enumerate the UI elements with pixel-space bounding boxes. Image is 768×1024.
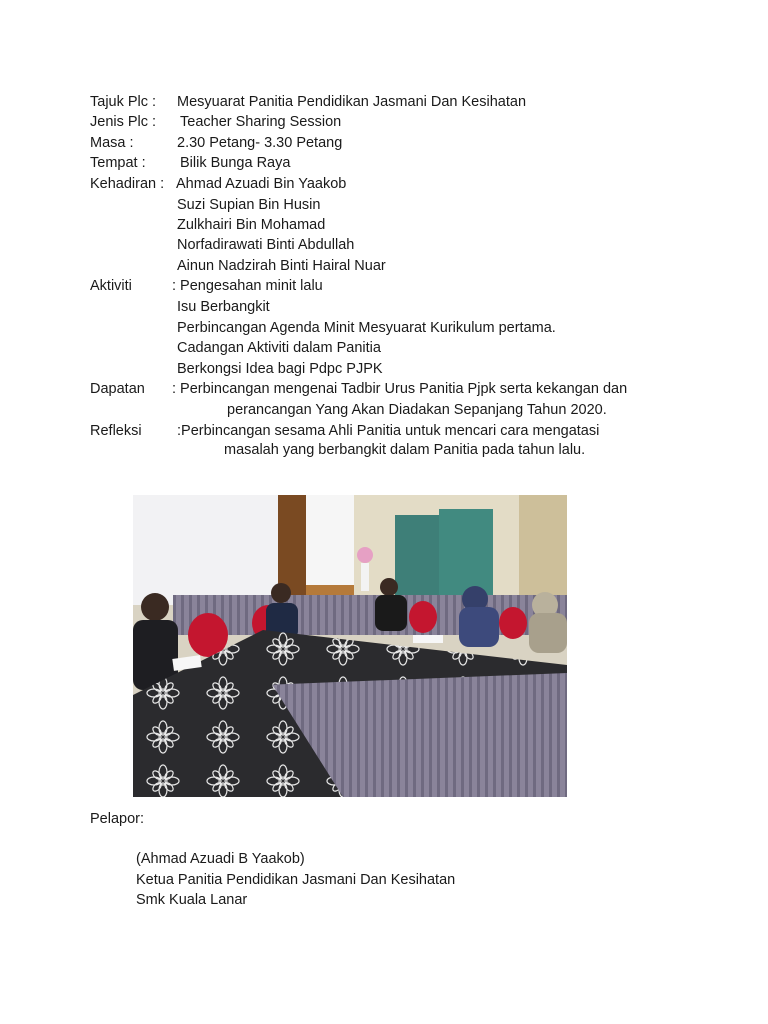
aktiviti-label: Aktiviti — [90, 278, 132, 294]
attendee-name: Suzi Supian Bin Husin — [177, 197, 321, 213]
masa-value: 2.30 Petang- 3.30 Petang — [177, 135, 343, 151]
activity-item: : Pengesahan minit lalu — [172, 278, 323, 294]
dapatan-line: perancangan Yang Akan Diadakan Sepanjang Tahun 2020. — [227, 402, 607, 418]
attendee-name: Ainun Nadzirah Binti Hairal Nuar — [177, 258, 386, 274]
tempat-value: Bilik Bunga Raya — [180, 155, 291, 171]
activity-item: Cadangan Aktiviti dalam Panitia — [177, 340, 381, 356]
refleksi-label: Refleksi — [90, 423, 142, 439]
activity-item: Isu Berbangkit — [177, 299, 270, 315]
attendee-name: Ahmad Azuadi Bin Yaakob — [176, 176, 347, 192]
refleksi-line: masalah yang berbangkit dalam Panitia pada tahun lalu. — [224, 442, 586, 458]
pelapor-label: Pelapor: — [90, 811, 145, 827]
attendee-name: Norfadirawati Binti Abdullah — [177, 237, 355, 253]
tempat-label: Tempat : — [90, 155, 146, 171]
activity-item: Berkongsi Idea bagi Pdpc PJPK — [177, 361, 383, 377]
tajuk-value: Mesyuarat Panitia Pendidikan Jasmani Dan Kesihatan — [177, 94, 527, 110]
meeting-photo — [133, 495, 567, 797]
masa-label: Masa : — [90, 135, 134, 151]
jenis-value: Teacher Sharing Session — [180, 114, 342, 130]
refleksi-line: :Perbincangan sesama Ahli Panitia untuk mencari cara mengatasi — [177, 423, 600, 439]
kehadiran-label: Kehadiran : — [90, 176, 165, 192]
reporter-title: Ketua Panitia Pendidikan Jasmani Dan Kesihatan — [136, 872, 456, 888]
activity-item: Perbincangan Agenda Minit Mesyuarat Kurikulum pertama. — [177, 320, 556, 336]
dapatan-line: : Perbincangan mengenai Tadbir Urus Panitia Pjpk serta kekangan dan — [172, 381, 628, 397]
reporter-name: (Ahmad Azuadi B Yaakob) — [136, 851, 305, 867]
jenis-label: Jenis Plc : — [90, 114, 157, 130]
dapatan-label: Dapatan — [90, 381, 145, 397]
tajuk-label: Tajuk Plc : — [90, 94, 157, 110]
attendee-name: Zulkhairi Bin Mohamad — [177, 217, 326, 233]
school-name: Smk Kuala Lanar — [136, 892, 248, 908]
